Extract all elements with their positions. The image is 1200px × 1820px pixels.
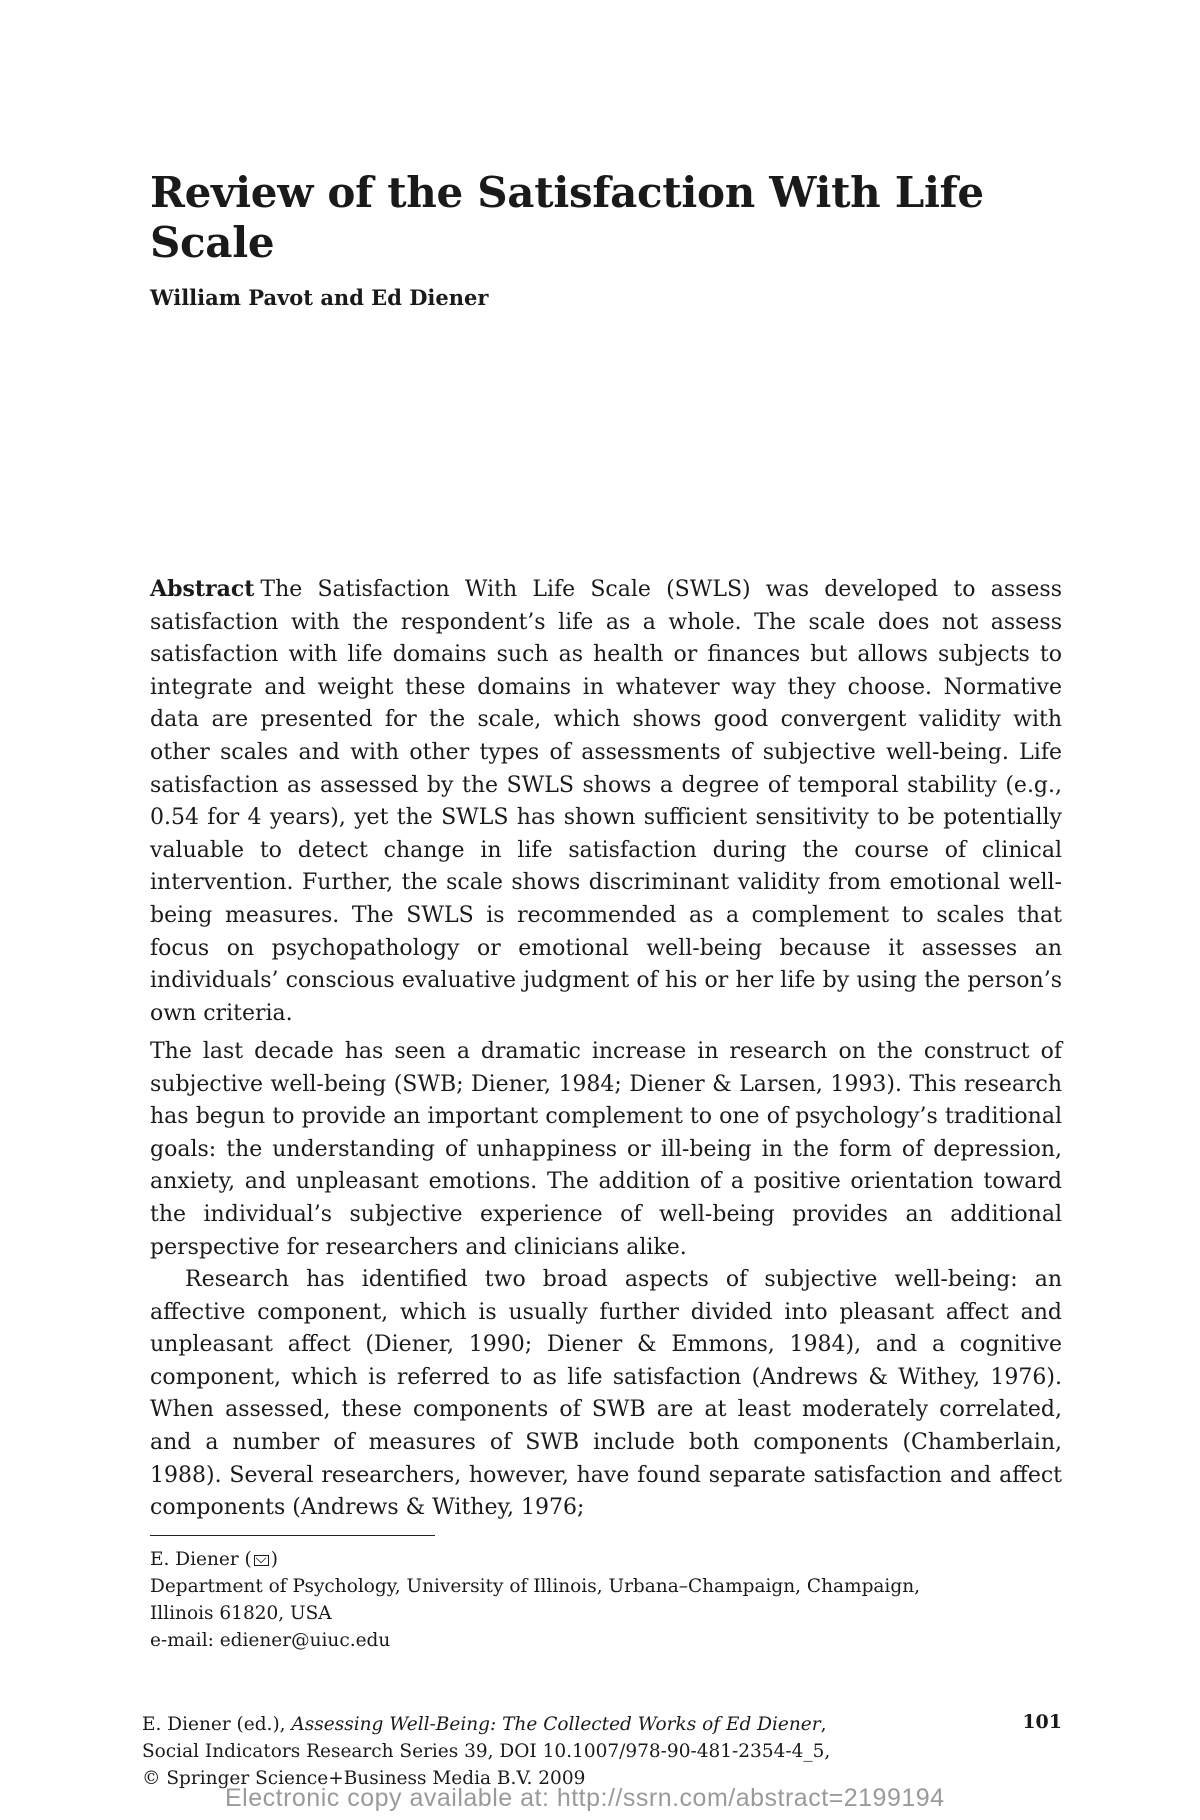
footnote-affiliation-line-1: Department of Psychology, University of Illinois, Urbana–Champaign, Champaign, [150, 1576, 920, 1597]
citation-line-3: © Springer Science+Business Media B.V. 2009 [142, 1768, 586, 1789]
body-paragraph-1: The last decade has seen a dramatic increase in research on the construct of subjective well-being (SWB; Diener, 1984; Diener & Larsen, 1993). This research has begun to provide an important complement to one of psychology’s traditional goals: the understanding of unhappiness or ill-being in the form of depression, anxiety, and unpleasant emotions. The addition of a positive orientation toward the individual’s subjective experience of well-being provides an additional perspective for researchers and clinicians alike. [150, 1039, 1062, 1260]
footnote-author-name-close: ) [270, 1549, 278, 1570]
author-footnote [150, 1546, 1062, 1654]
author-list: William Pavot and Ed Diener [150, 285, 489, 310]
page-number: 101 [1022, 1711, 1062, 1733]
footnote-email[interactable]: e-mail: ediener@uiuc.edu [150, 1630, 391, 1651]
paper-title: Review of the Satisfaction With Life Scale [150, 168, 984, 268]
citation-book-title: Assessing Well-Being: The Collected Works of Ed Diener [291, 1714, 821, 1735]
footnote-divider [150, 1535, 435, 1536]
footnote-affiliation-line-2: Illinois 61820, USA [150, 1603, 332, 1624]
abstract-label: Abstract [150, 576, 255, 602]
ssrn-watermark: Electronic copy available at: http://ssrn.com/abstract=2199194 [225, 1784, 945, 1812]
citation-suffix: , [820, 1714, 827, 1735]
abstract [150, 573, 1062, 1030]
book-citation [142, 1711, 1062, 1792]
citation-line-2: Social Indicators Research Series 39, DOI 10.1007/978-90-481-2354-4_5, [142, 1741, 831, 1762]
envelope-icon [254, 1555, 269, 1566]
citation-line-1 [142, 1711, 1062, 1738]
footnote-author-name: E. Diener ( [150, 1549, 252, 1570]
body-paragraph-2: Research has identified two broad aspects of subjective well-being: an affective component, which is usually further divided into pleasant affect and unpleasant affect (Diener, 1990; Diener & Emmons, 1984), and a cognitive component, which is referred to as life satisfaction (Andrews & Withey, 1976). When assessed, these components of SWB are at least moderately correlated, and a number of measures of SWB include both components (Chamberlain, 1988). Several researchers, however, have found separate satisfaction and affect components (Andrews & Withey, 1976; [150, 1267, 1062, 1521]
footnote-author-line [150, 1546, 1062, 1573]
citation-prefix: E. Diener (ed.), [142, 1714, 292, 1735]
abstract-text: The Satisfaction With Life Scale (SWLS) was developed to assess satisfaction with the respondent’s life as a whole. The scale does not assess satisfaction with life domains such as health or finances but allows subjects to integrate and weight these domains in whatever way they choose. Normative data are presented for the scale, which shows good convergent validity with other scales and with other types of assessments of subjective well-being. Life satisfaction as assessed by the SWLS shows a degree of temporal stability (e.g., 0.54 for 4 years), yet the SWLS has shown sufficient sensitivity to be potentially valuable to detect change in life satisfaction during the course of clinical intervention. Further, the scale shows discriminant validity from emotional well-being measures. The SWLS is recommended as a complement to scales that focus on psychopathology or emotional well-being because it assesses an individuals’ conscious evaluative judgment of his or her life by using the person’s own criteria. [150, 577, 1062, 1026]
